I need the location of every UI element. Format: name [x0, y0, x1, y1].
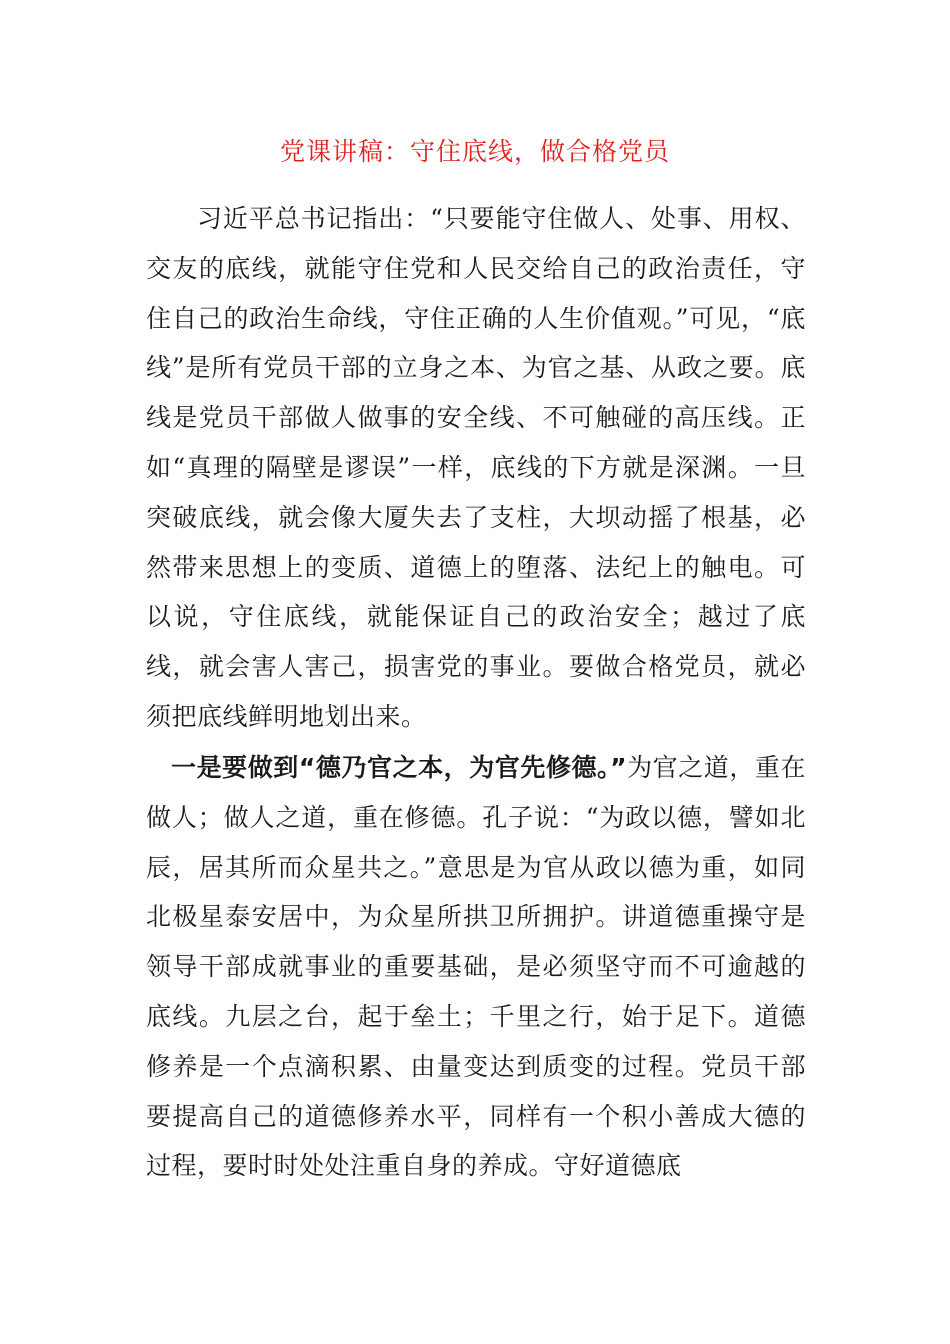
paragraph-intro: 习近平总书记指出：“只要能守住做人、处事、用权、交友的底线，就能守住党和人民交给自己的政治责任，守住自己的政治生命线，守住正确的人生价值观。”可见，“底线”是所有党员干部的立身之本、为官之基、从政之要。底线是党员干部做人做事的安全线、不可触碰的高压线。正如“真理的隔壁是谬误”一样，底线的下方就是深渊。一旦突破底线，就会像大厦失去了支柱，大坝动摇了根基，必然带来思想上的变质、道德上的堕落、法纪上的触电。可以说，守住底线，就能保证自己的政治安全；越过了底线，就会害人害己，损害党的事业。要做合格党员，就必须把底线鲜明地划出来。 — [146, 204, 806, 731]
paragraph-virtue — [146, 743, 806, 1191]
document-title: 党课讲稿：守住底线，做合格党员 — [279, 137, 670, 166]
paragraph-virtue-heading: 一是要做到“德乃官之本，为官先修德。” — [171, 753, 628, 782]
paragraph-virtue-body: 为官之道，重在做人；做人之道，重在修德。孔子说：“为政以德，譬如北辰，居其所而众星共之。”意思是为官从政以德为重，如同北极星泰安居中，为众星所拱卫所拥护。讲道德重操守是领导干部成就事业的重要基础，是必须坚守而不可逾越的底线。九层之台，起于垒土；千里之行，始于足下。道德修养是一个点滴积累、由量变达到质变的过程。党员干部要提高自己的道德修养水平，同样有一个积小善成大德的过程，要时时处处注重自身的养成。守好道德底 — [146, 753, 806, 1181]
